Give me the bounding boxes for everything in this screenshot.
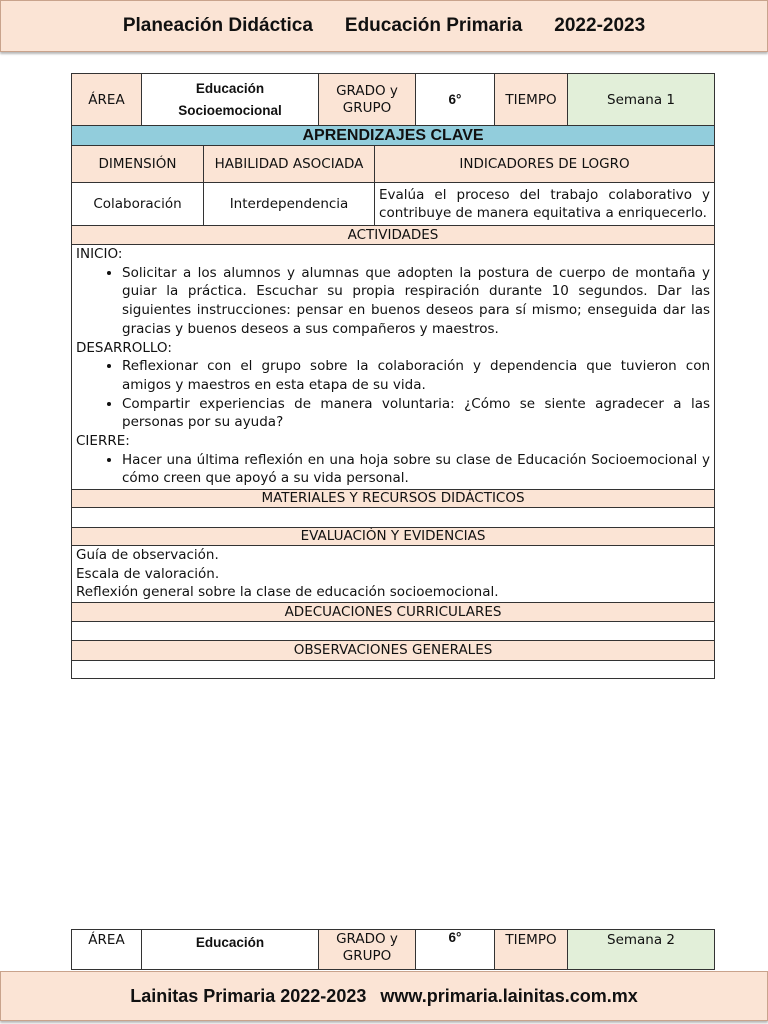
aprendizajes-clave-heading: APRENDIZAJES CLAVE <box>72 126 715 146</box>
footer-url[interactable]: www.primaria.lainitas.com.mx <box>380 985 638 1006</box>
indicadores-value: Evalúa el proceso del trabajo colaborativo y contribuye de manera equitativa a enriquecerlo. <box>375 183 715 226</box>
header-cycle: 2022-2023 <box>554 15 646 36</box>
desarrollo-list <box>76 357 710 432</box>
grado-value: 6° <box>416 74 495 126</box>
dimension-value: Colaboración <box>72 183 204 226</box>
adecuaciones-body <box>72 622 715 641</box>
adecuaciones-heading: ADECUACIONES CURRICULARES <box>72 603 715 622</box>
grado-label-2: GRADO y GRUPO <box>319 930 416 970</box>
evaluacion-item: Escala de valoración. <box>76 565 220 582</box>
materiales-body <box>72 508 715 528</box>
tiempo-value: Semana 1 <box>568 74 715 126</box>
evaluacion-item: Guía de observación. <box>76 547 219 563</box>
plan-table-week-1 <box>71 73 715 679</box>
activity-item: • Hacer una última reflexión en una hoja sobre su clase de Educación Socioemocional y cómo creen que apoyó a su vida personal. <box>122 451 710 488</box>
area-label-2: ÁREA <box>72 930 142 970</box>
header-level: Educación Primaria <box>344 15 523 36</box>
plan-table-week-2 <box>71 929 715 970</box>
actividades-heading: ACTIVIDADES <box>72 226 715 245</box>
indicadores-label: INDICADORES DE LOGRO <box>375 146 715 183</box>
activity-item: • Reflexionar con el grupo sobre la colaboración y dependencia que tuvieron con amigos y maestros en esta etapa de su vida. <box>122 357 710 394</box>
tiempo-value-2: Semana 2 <box>568 930 715 970</box>
habilidad-label: HABILIDAD ASOCIADA <box>204 146 375 183</box>
tiempo-label-2: TIEMPO <box>495 930 568 970</box>
area-value-2: Educación <box>142 930 319 970</box>
grado-value-2: 6° <box>416 930 495 970</box>
habilidad-value: Interdependencia <box>204 183 375 226</box>
observaciones-heading: OBSERVACIONES GENERALES <box>72 641 715 661</box>
desarrollo-label: DESARROLLO: <box>76 339 172 356</box>
actividades-body <box>72 245 715 490</box>
area-label: ÁREA <box>72 74 142 126</box>
cierre-label: CIERRE: <box>76 433 130 450</box>
evaluacion-body <box>72 546 715 603</box>
cierre-list <box>76 451 710 488</box>
evaluacion-item: Reflexión general sobre la clase de educación socioemocional. <box>76 584 499 600</box>
header-banner <box>0 0 768 52</box>
activity-item: • Solicitar a los alumnos y alumnas que adopten la postura de cuerpo de montaña y guiar la práctica. Escuchar su propia respiración durante 10 segundos. Dar las siguientes instrucciones: pensar en buenos deseos para sí mismo; enseguida dar las gracias y buenos deseos a sus compañeros y maestros. <box>122 264 710 339</box>
inicio-list <box>76 264 710 339</box>
inicio-label: INICIO: <box>76 246 123 262</box>
evaluacion-heading: EVALUACIÓN Y EVIDENCIAS <box>72 528 715 546</box>
grado-label: GRADO y GRUPO <box>319 74 416 126</box>
tiempo-label: TIEMPO <box>495 74 568 126</box>
activity-item: • Compartir experiencias de manera voluntaria: ¿Cómo se siente agradecer a las personas por su ayuda? <box>122 395 710 432</box>
footer-banner <box>0 971 768 1021</box>
observaciones-body <box>72 661 715 679</box>
dimension-label: DIMENSIÓN <box>72 146 204 183</box>
header-title: Planeación Didáctica <box>122 15 313 36</box>
materiales-heading: MATERIALES Y RECURSOS DIDÁCTICOS <box>72 490 715 508</box>
area-value: Educación Socioemocional <box>142 74 319 126</box>
footer-text: Lainitas Primaria 2022-2023 <box>130 985 367 1006</box>
